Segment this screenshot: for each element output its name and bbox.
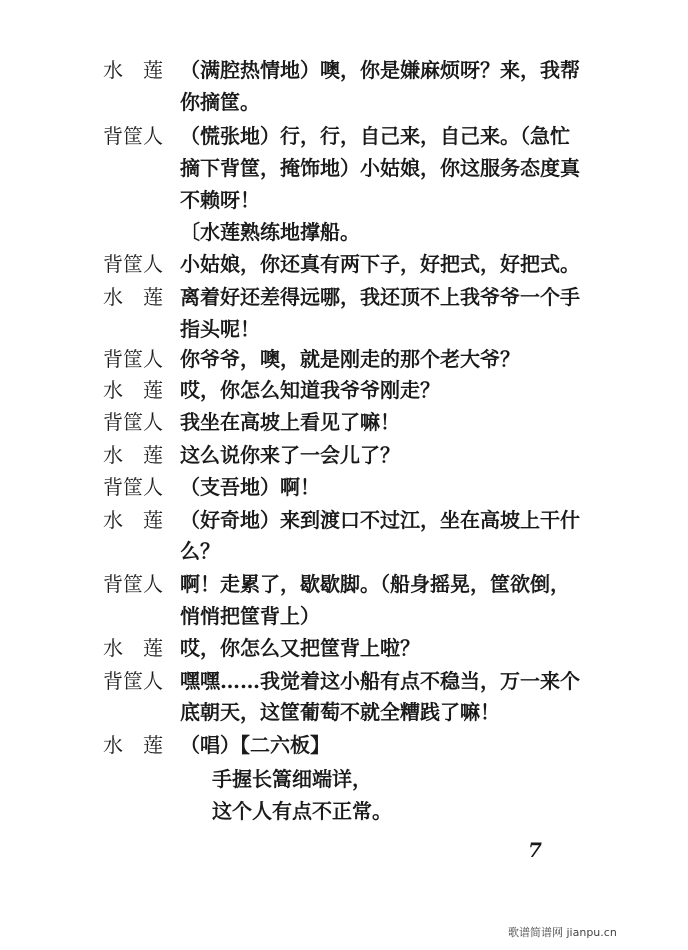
speaker-label: 背筐人 bbox=[103, 475, 163, 499]
dialogue-line: 我坐在高坡上看见了嘛！ bbox=[180, 410, 400, 434]
dialogue-line: 指头呢！ bbox=[180, 317, 260, 341]
speaker-label: 背筐人 bbox=[103, 252, 163, 276]
dialogue-line: 这么说你来了一会儿了？ bbox=[180, 443, 400, 467]
dialogue-line: （支吾地）啊！ bbox=[180, 475, 320, 499]
speaker-label: 背筐人 bbox=[103, 347, 163, 371]
dialogue-line: 不赖呀！ bbox=[180, 188, 260, 212]
speaker-label: 背筐人 bbox=[103, 669, 163, 693]
dialogue-line: （唱）【二六板】 bbox=[180, 733, 330, 757]
dialogue-line: 离着好还差得远哪，我还顶不上我爷爷一个手 bbox=[180, 285, 580, 309]
dialogue-line: 哎，你怎么知道我爷爷刚走？ bbox=[180, 378, 440, 402]
speaker-label: 水 莲 bbox=[103, 443, 163, 467]
dialogue-line: 底朝天，这筐葡萄不就全糟践了嘛！ bbox=[180, 700, 500, 724]
dialogue-line: 你摘筐。 bbox=[180, 90, 260, 114]
verse-line: 这个人有点不正常。 bbox=[212, 799, 392, 823]
dialogue-line: 悄悄把筐背上） bbox=[180, 604, 320, 628]
speaker-label: 水 莲 bbox=[103, 58, 163, 82]
dialogue-line: （慌张地）行，行，自己来，自己来。（急忙 bbox=[180, 124, 570, 148]
stage-direction: 〔水莲熟练地撑船。 bbox=[180, 220, 360, 244]
dialogue-line: 你爷爷，噢，就是刚走的那个老大爷？ bbox=[180, 347, 520, 371]
speaker-label: 水 莲 bbox=[103, 636, 163, 660]
verse-line: 手握长篙细端详， bbox=[212, 767, 372, 791]
speaker-label: 背筐人 bbox=[103, 124, 163, 148]
speaker-label: 水 莲 bbox=[103, 285, 163, 309]
dialogue-line: 小姑娘，你还真有两下子，好把式，好把式。 bbox=[180, 252, 580, 276]
speaker-label: 水 莲 bbox=[103, 733, 163, 757]
dialogue-line: 么？ bbox=[180, 539, 220, 563]
speaker-label: 水 莲 bbox=[103, 508, 163, 532]
speaker-label: 背筐人 bbox=[103, 410, 163, 434]
dialogue-line: 啊！走累了，歇歇脚。（船身摇晃，筐欲倒， bbox=[180, 572, 570, 596]
dialogue-line: （好奇地）来到渡口不过江，坐在高坡上干什 bbox=[180, 508, 580, 532]
dialogue-line: 摘下背筐，掩饰地）小姑娘，你这服务态度真 bbox=[180, 156, 580, 180]
watermark: 歌谱简谱网 jianpu.cn bbox=[508, 926, 617, 939]
speaker-label: 水 莲 bbox=[103, 378, 163, 402]
dialogue-line: 哎，你怎么又把筐背上啦？ bbox=[180, 636, 420, 660]
dialogue-line: （满腔热情地）噢，你是嫌麻烦呀？来，我帮 bbox=[180, 58, 580, 82]
dialogue-line: 嘿嘿……我觉着这小船有点不稳当，万一来个 bbox=[180, 669, 580, 693]
speaker-label: 背筐人 bbox=[103, 572, 163, 596]
page-number: 7 bbox=[528, 838, 542, 862]
